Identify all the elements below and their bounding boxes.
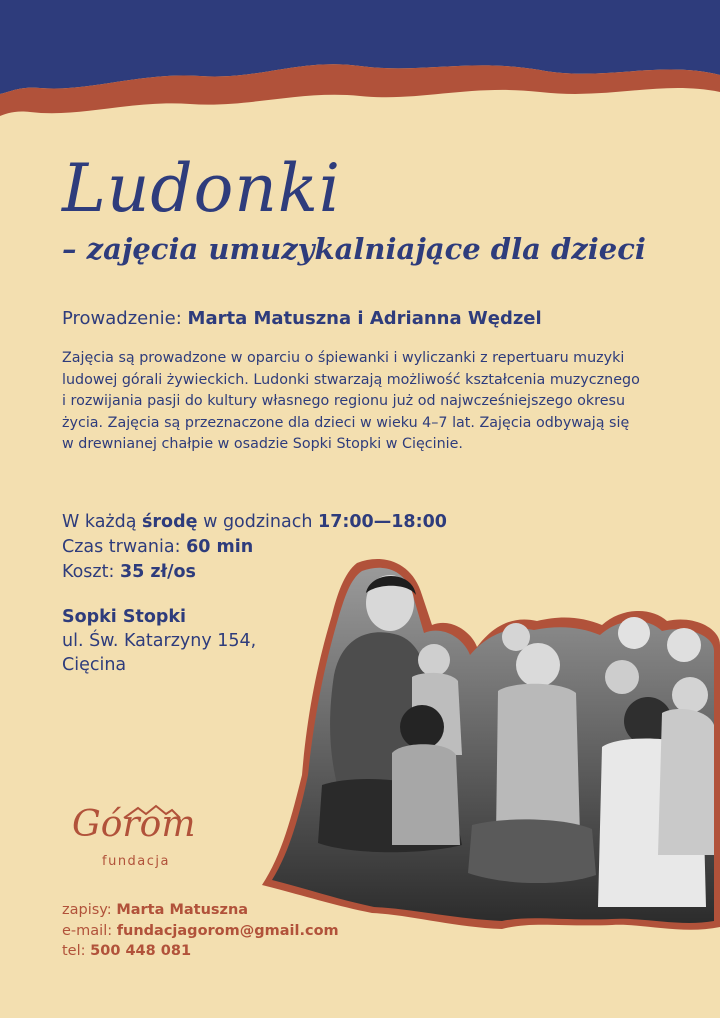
email-line	[62, 921, 339, 942]
venue	[62, 605, 256, 677]
leaders-names: Marta Matuszna i Adrianna Wędzel	[187, 308, 542, 329]
subtitle: – zajęcia umuzykalniające dla dzieci	[62, 232, 646, 266]
cost-value: 35 zł/os	[119, 562, 196, 582]
tel-label: tel:	[62, 943, 86, 959]
venue-street: ul. Św. Katarzyny 154,	[62, 631, 257, 651]
children-photo	[262, 555, 720, 935]
tel-number[interactable]: 500 448 081	[90, 943, 192, 959]
cost-label: Koszt:	[62, 562, 115, 582]
schedule-middle: w godzinach	[203, 512, 313, 532]
description	[62, 348, 662, 456]
signup-line	[62, 900, 339, 921]
foundation-logo	[64, 800, 194, 880]
duration-value: 60 min	[186, 537, 254, 557]
logo-sub: fundacja	[102, 854, 170, 869]
venue-city: Cięcina	[62, 655, 127, 675]
header-wave-banner	[0, 0, 720, 140]
tel-line	[62, 941, 339, 962]
signup-label: zapisy:	[62, 902, 112, 918]
schedule-line	[62, 510, 447, 535]
leaders-line	[62, 308, 542, 329]
leaders-label: Prowadzenie:	[62, 308, 182, 329]
description-line: i rozwijania pasji do kultury własnego regionu już od najwcześniejszego okresu	[62, 393, 626, 409]
title: Ludonki	[62, 150, 341, 227]
schedule-prefix: W każdą	[62, 512, 137, 532]
description-line: w drewnianej chałpie w osadzie Sopki Stopki w Cięcinie.	[62, 436, 463, 452]
email-label: e-mail:	[62, 922, 113, 939]
schedule-day: środę	[142, 512, 198, 532]
signup-name: Marta Matuszna	[116, 902, 249, 918]
venue-name: Sopki Stopki	[62, 607, 187, 627]
schedule-hours: 17:00—18:00	[318, 512, 447, 532]
logo-name: Górom	[72, 804, 196, 845]
contact-block	[62, 900, 339, 962]
description-line: życia. Zajęcia są przeznaczone dla dzieci w wieku 4–7 lat. Zajęcia odbywają się	[62, 414, 630, 431]
description-line: ludowej górali żywieckich. Ludonki stwarzają możliwość kształcenia muzycznego	[62, 371, 640, 388]
email-link[interactable]: fundacjagorom@gmail.com	[116, 922, 339, 939]
duration-label: Czas trwania:	[62, 537, 181, 557]
description-line: Zajęcia są prowadzone w oparciu o śpiewanki i wyliczanki z repertuaru muzyki	[62, 350, 625, 366]
